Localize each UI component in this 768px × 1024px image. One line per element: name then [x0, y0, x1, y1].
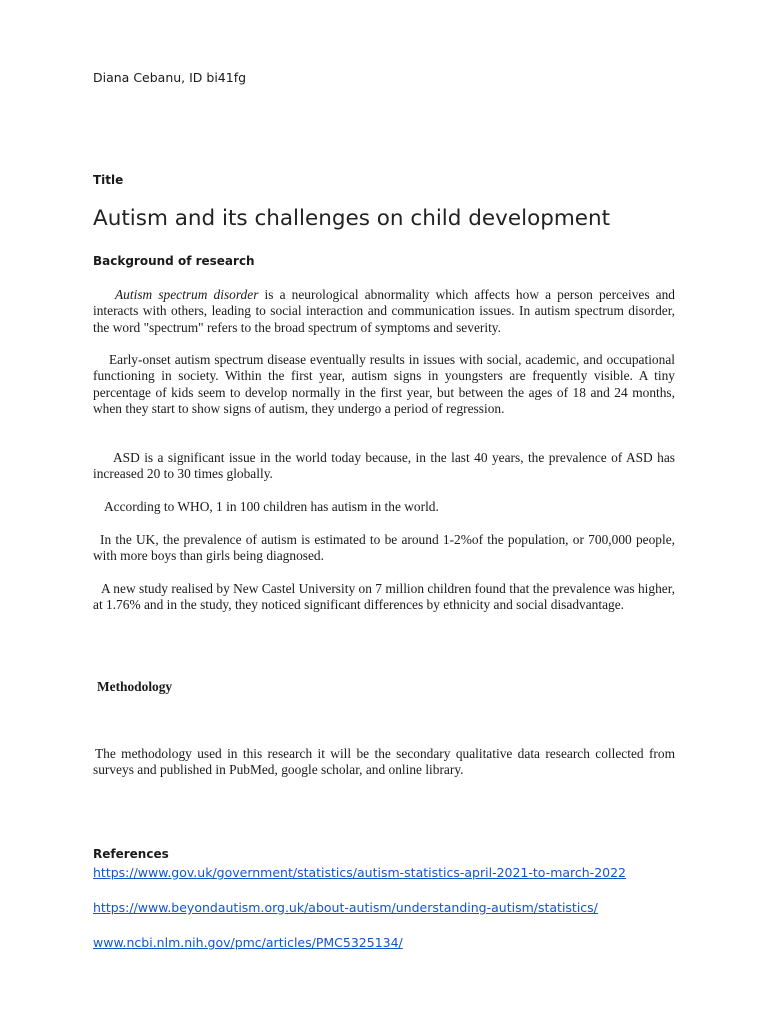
background-paragraph-1 — [93, 287, 675, 336]
reference-link-1[interactable]: https://www.gov.uk/government/statistics/autism-statistics-april-2021-to-march-2022 — [93, 865, 627, 880]
references-heading: References — [93, 847, 169, 861]
background-paragraph-1-text: is a neurological abnormality which affects how a person perceives and interacts with others, leading to social interaction and communication issues. In autism spectrum disorder, the word "spectrum" refers to the broad spectrum of symptoms and severity. — [93, 287, 675, 335]
background-paragraph-2: Early-onset autism spectrum disease eventually results in issues with social, academic, and occupational functioning in society. Within the first year, autism signs in youngsters are frequently visible. A tiny percentage of kids seem to develop normally in the first year, but between the ages of 18 and 24 months, when they start to show signs of autism, they undergo a period of regression. — [93, 352, 675, 416]
background-paragraph-4: According to WHO, 1 in 100 children has autism in the world. — [104, 499, 439, 514]
reference-link-2[interactable]: https://www.beyondautism.org.uk/about-autism/understanding-autism/statistics/ — [93, 900, 598, 915]
author-line: Diana Cebanu, ID bi41fg — [93, 70, 247, 85]
reference-link-3[interactable]: www.ncbi.nlm.nih.gov/pmc/articles/PMC5325134/ — [93, 935, 403, 950]
autism-term: Autism spectrum disorder — [115, 287, 259, 302]
methodology-paragraph: The methodology used in this research it will be the secondary qualitative data research collected from surveys and published in PubMed, google scholar, and online library. — [93, 746, 675, 778]
background-paragraph-6: A new study realised by New Castel University on 7 million children found that the prevalence was higher, at 1.76% and in the study, they noticed significant differences by ethnicity and social disadvantage. — [93, 581, 675, 613]
background-paragraph-3: ASD is a significant issue in the world today because, in the last 40 years, the prevalence of ASD has increased 20 to 30 times globally. — [93, 450, 675, 482]
page-title: Autism and its challenges on child development — [93, 206, 611, 231]
background-heading: Background of research — [93, 254, 255, 268]
background-paragraph-5: In the UK, the prevalence of autism is estimated to be around 1-2%of the population, or 700,000 people, with more boys than girls being diagnosed. — [93, 532, 675, 564]
methodology-heading: Methodology — [97, 679, 173, 694]
title-label: Title — [93, 173, 124, 187]
